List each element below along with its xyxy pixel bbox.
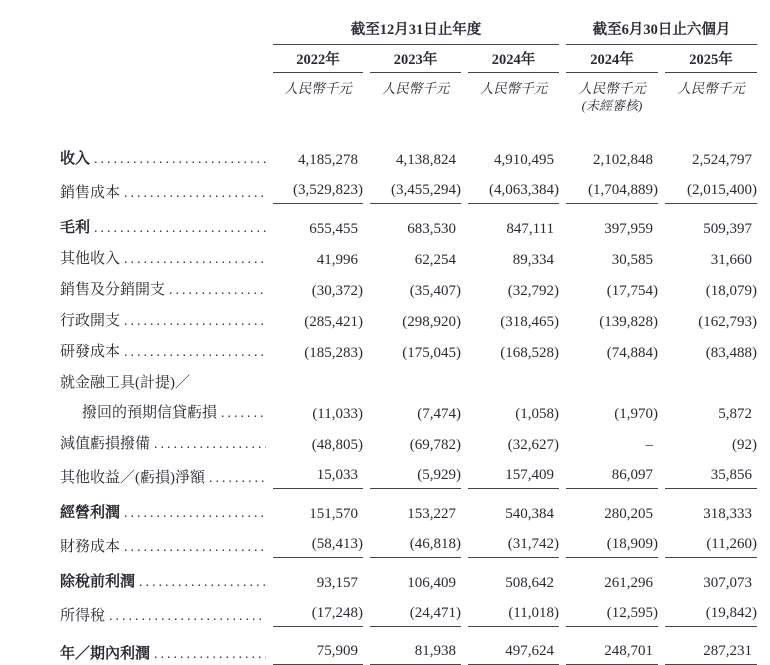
value-cell xyxy=(566,404,658,424)
table-body xyxy=(60,149,770,665)
row-label xyxy=(60,644,266,665)
value-cell xyxy=(566,573,658,593)
value-cell xyxy=(665,404,757,424)
value-cell xyxy=(665,180,757,204)
column-group-interim: 截至6月30日止六個月 xyxy=(566,20,757,45)
value-cell xyxy=(665,435,757,455)
table-row xyxy=(60,311,770,332)
dot-leader xyxy=(124,503,266,524)
row-label-text: 財務成本 xyxy=(60,539,121,555)
value-cell xyxy=(566,250,658,270)
column-group-header-row xyxy=(60,20,770,45)
value-text: 280,205 xyxy=(604,506,653,522)
value-text: 509,397 xyxy=(703,221,752,237)
value-text: (318,465) xyxy=(500,314,559,330)
dot-leader xyxy=(124,537,266,558)
value-cell xyxy=(273,250,363,270)
table-row xyxy=(60,342,770,363)
table-row xyxy=(60,641,770,665)
row-label xyxy=(60,403,266,424)
value-text: (92) xyxy=(732,437,757,453)
value-text: 497,624 xyxy=(505,643,554,659)
value-text: 287,231 xyxy=(703,643,752,659)
value-cell xyxy=(665,641,757,665)
value-text: 5,872 xyxy=(718,406,752,422)
value-text: 30,585 xyxy=(611,252,653,268)
value-cell xyxy=(370,250,461,270)
value-text: 655,455 xyxy=(309,221,358,237)
table-row xyxy=(60,503,770,524)
value-cell xyxy=(665,150,757,170)
value-cell xyxy=(665,219,757,239)
dot-leader xyxy=(109,606,266,627)
value-cell xyxy=(273,219,363,239)
value-text: (31,742) xyxy=(507,536,559,552)
value-cell xyxy=(370,534,461,558)
value-text: 261,296 xyxy=(604,575,653,591)
dot-leader xyxy=(154,644,266,665)
value-cell xyxy=(566,504,658,524)
value-cell xyxy=(566,465,658,489)
value-cell xyxy=(665,504,757,524)
row-label xyxy=(60,373,266,393)
value-cell xyxy=(370,435,461,455)
value-text: 15,033 xyxy=(316,467,358,483)
value-text: 307,073 xyxy=(703,575,752,591)
value-text: (298,920) xyxy=(402,314,461,330)
value-cell xyxy=(566,641,658,665)
value-text: 151,570 xyxy=(309,506,358,522)
row-label-text: 銷售及分銷開支 xyxy=(60,282,166,298)
unit-label: 人民幣千元 xyxy=(479,81,548,96)
table-row xyxy=(60,603,770,627)
value-cell xyxy=(370,573,461,593)
value-cell xyxy=(468,504,559,524)
value-text: (139,828) xyxy=(599,314,658,330)
value-cell xyxy=(468,603,559,627)
unit-label: 人民幣千元 xyxy=(381,81,450,96)
value-cell xyxy=(665,534,757,558)
value-cell xyxy=(566,219,658,239)
value-text: (17,248) xyxy=(311,605,363,621)
value-text: – xyxy=(645,437,653,453)
table-row xyxy=(60,465,770,489)
row-label xyxy=(60,342,266,363)
value-cell xyxy=(273,534,363,558)
value-cell xyxy=(370,281,461,301)
value-text: 2,102,848 xyxy=(593,152,653,168)
value-cell xyxy=(370,603,461,627)
table-row xyxy=(60,180,770,204)
unaudited-note: (未經審核) xyxy=(581,98,643,113)
row-label xyxy=(60,572,266,593)
table-row xyxy=(60,373,770,393)
value-text: (11,018) xyxy=(508,605,559,621)
row-label xyxy=(60,149,266,170)
year-header-row xyxy=(60,50,770,73)
value-text: (48,805) xyxy=(311,437,363,453)
value-text: (185,283) xyxy=(304,345,363,361)
value-text: (11,033) xyxy=(312,406,363,422)
table-row xyxy=(60,218,770,239)
value-text: (1,704,889) xyxy=(588,182,658,198)
value-cell xyxy=(665,573,757,593)
value-cell xyxy=(566,435,658,455)
value-text: (175,045) xyxy=(402,345,461,361)
value-text: 4,138,824 xyxy=(396,152,456,168)
value-text: (3,455,294) xyxy=(391,182,461,198)
dot-leader xyxy=(139,572,266,593)
value-cell xyxy=(468,573,559,593)
value-cell xyxy=(468,150,559,170)
value-text: (5,929) xyxy=(417,467,461,483)
value-cell xyxy=(665,465,757,489)
value-cell xyxy=(273,404,363,424)
value-text: 540,384 xyxy=(505,506,554,522)
value-cell xyxy=(665,603,757,627)
row-label xyxy=(60,537,266,558)
row-label-text: 撥回的預期信貸虧損 xyxy=(82,405,218,421)
table-row xyxy=(60,572,770,593)
value-text: 41,996 xyxy=(316,252,358,268)
value-text: 4,910,495 xyxy=(494,152,554,168)
row-label-text: 毛利 xyxy=(60,220,91,236)
unit-label-text: 人民幣千元 xyxy=(578,81,646,96)
value-text: (11,260) xyxy=(706,536,757,552)
value-text: 248,701 xyxy=(604,643,653,659)
value-cell xyxy=(468,281,559,301)
dot-leader xyxy=(94,218,266,239)
value-cell xyxy=(665,250,757,270)
value-text: (19,842) xyxy=(705,605,757,621)
value-cell xyxy=(665,343,757,363)
value-cell xyxy=(370,465,461,489)
row-label-text: 除稅前利潤 xyxy=(60,574,136,590)
row-label-text: 研發成本 xyxy=(60,344,121,360)
dot-leader xyxy=(124,311,266,332)
column-header-2022: 2022年 xyxy=(273,50,363,73)
table-row xyxy=(60,534,770,558)
row-label xyxy=(60,218,266,239)
dot-leader xyxy=(169,280,266,301)
value-text: (18,909) xyxy=(606,536,658,552)
value-text: (285,421) xyxy=(304,314,363,330)
value-text: (58,413) xyxy=(311,536,363,552)
row-label xyxy=(60,606,266,627)
value-text: (162,793) xyxy=(698,314,757,330)
value-cell xyxy=(370,312,461,332)
row-label-text: 收入 xyxy=(60,151,91,167)
unit-label: 人民幣千元 xyxy=(677,81,745,96)
column-header-2025-interim: 2025年 xyxy=(665,50,757,73)
value-text: 89,334 xyxy=(512,252,554,268)
value-cell xyxy=(370,180,461,204)
value-text: 106,409 xyxy=(407,575,456,591)
value-cell xyxy=(468,435,559,455)
value-text: 62,254 xyxy=(414,252,456,268)
value-text: 318,333 xyxy=(703,506,752,522)
value-text: 75,909 xyxy=(316,643,358,659)
value-cell xyxy=(665,281,757,301)
value-cell xyxy=(273,641,363,665)
value-cell xyxy=(273,435,363,455)
column-group-annual: 截至12月31日止年度 xyxy=(273,20,559,45)
value-text: (32,627) xyxy=(507,437,559,453)
row-label xyxy=(60,434,266,455)
unit-label-unaudited xyxy=(566,80,658,114)
value-cell xyxy=(468,250,559,270)
value-cell xyxy=(468,404,559,424)
value-cell xyxy=(273,504,363,524)
column-header-2024: 2024年 xyxy=(468,50,559,73)
row-label xyxy=(60,311,266,332)
value-cell xyxy=(665,312,757,332)
value-cell xyxy=(566,180,658,204)
dot-leader xyxy=(124,249,266,270)
value-cell xyxy=(273,573,363,593)
value-cell xyxy=(468,534,559,558)
value-text: 683,530 xyxy=(407,221,456,237)
value-cell xyxy=(468,180,559,204)
row-label-text: 年／期內利潤 xyxy=(60,646,151,662)
value-cell xyxy=(566,150,658,170)
value-text: (12,595) xyxy=(606,605,658,621)
unit-label: 人民幣千元 xyxy=(284,81,352,96)
value-cell xyxy=(566,534,658,558)
column-header-2023: 2023年 xyxy=(370,50,461,73)
value-text: (2,015,400) xyxy=(687,182,757,198)
value-text: (69,782) xyxy=(409,437,461,453)
row-label-text: 其他收入 xyxy=(60,251,121,267)
value-cell xyxy=(468,219,559,239)
value-text: 847,111 xyxy=(506,221,554,237)
value-text: (18,079) xyxy=(705,283,757,299)
value-cell xyxy=(273,465,363,489)
table-row xyxy=(60,149,770,170)
dot-leader xyxy=(154,434,266,455)
value-cell xyxy=(370,150,461,170)
value-cell xyxy=(370,504,461,524)
value-text: (168,528) xyxy=(500,345,559,361)
table-row xyxy=(60,434,770,455)
value-text: (3,529,823) xyxy=(293,182,363,198)
value-text: 93,157 xyxy=(316,575,358,591)
row-label xyxy=(60,183,266,204)
dot-leader xyxy=(124,183,266,204)
value-cell xyxy=(468,465,559,489)
value-text: (17,754) xyxy=(606,283,658,299)
table-row xyxy=(60,249,770,270)
value-text: 4,185,278 xyxy=(298,152,358,168)
dot-leader xyxy=(221,403,266,424)
value-cell xyxy=(566,281,658,301)
value-cell xyxy=(273,180,363,204)
table-row xyxy=(60,280,770,301)
value-cell xyxy=(566,603,658,627)
value-text: (83,488) xyxy=(705,345,757,361)
row-label xyxy=(60,503,266,524)
dot-leader xyxy=(94,149,266,170)
value-cell xyxy=(273,150,363,170)
value-text: (35,407) xyxy=(409,283,461,299)
row-label-text: 經營利潤 xyxy=(60,505,121,521)
value-cell xyxy=(370,219,461,239)
row-label-text: 銷售成本 xyxy=(60,185,121,201)
value-cell xyxy=(468,343,559,363)
value-text: (30,372) xyxy=(311,283,363,299)
row-label xyxy=(60,280,266,301)
value-cell xyxy=(273,603,363,627)
row-label xyxy=(60,468,266,489)
value-text: 31,660 xyxy=(710,252,752,268)
value-text: (1,058) xyxy=(515,406,559,422)
value-cell xyxy=(566,343,658,363)
dot-leader xyxy=(209,468,266,489)
value-text: 35,856 xyxy=(710,467,752,483)
value-cell xyxy=(468,641,559,665)
row-label-text: 所得稅 xyxy=(60,608,106,624)
value-text: (4,063,384) xyxy=(489,182,559,198)
row-label-text: 行政開支 xyxy=(60,313,121,329)
value-cell xyxy=(370,404,461,424)
value-text: (74,884) xyxy=(606,345,658,361)
row-label-text: 就金融工具(計提)／ xyxy=(60,375,190,391)
column-header-2024-interim: 2024年 xyxy=(566,50,658,73)
value-text: (7,474) xyxy=(417,406,461,422)
value-text: 86,097 xyxy=(611,467,653,483)
unit-header-row xyxy=(60,80,770,114)
value-cell xyxy=(370,641,461,665)
row-label-text: 其他收益／(虧損)淨額 xyxy=(60,470,205,486)
value-text: 157,409 xyxy=(505,467,554,483)
value-text: 508,642 xyxy=(505,575,554,591)
value-cell xyxy=(370,343,461,363)
value-cell xyxy=(273,281,363,301)
row-label-text: 減值虧損撥備 xyxy=(60,436,151,452)
value-text: (1,970) xyxy=(614,406,658,422)
table-row xyxy=(60,403,770,424)
row-label xyxy=(60,249,266,270)
value-text: 397,959 xyxy=(604,221,653,237)
value-text: 81,938 xyxy=(414,643,456,659)
value-text: 2,524,797 xyxy=(692,152,752,168)
value-cell xyxy=(468,312,559,332)
value-cell xyxy=(273,312,363,332)
value-text: (24,471) xyxy=(409,605,461,621)
value-text: 153,227 xyxy=(407,506,456,522)
dot-leader xyxy=(124,342,266,363)
value-text: (32,792) xyxy=(507,283,559,299)
value-cell xyxy=(273,343,363,363)
value-cell xyxy=(566,312,658,332)
value-text: (46,818) xyxy=(409,536,461,552)
